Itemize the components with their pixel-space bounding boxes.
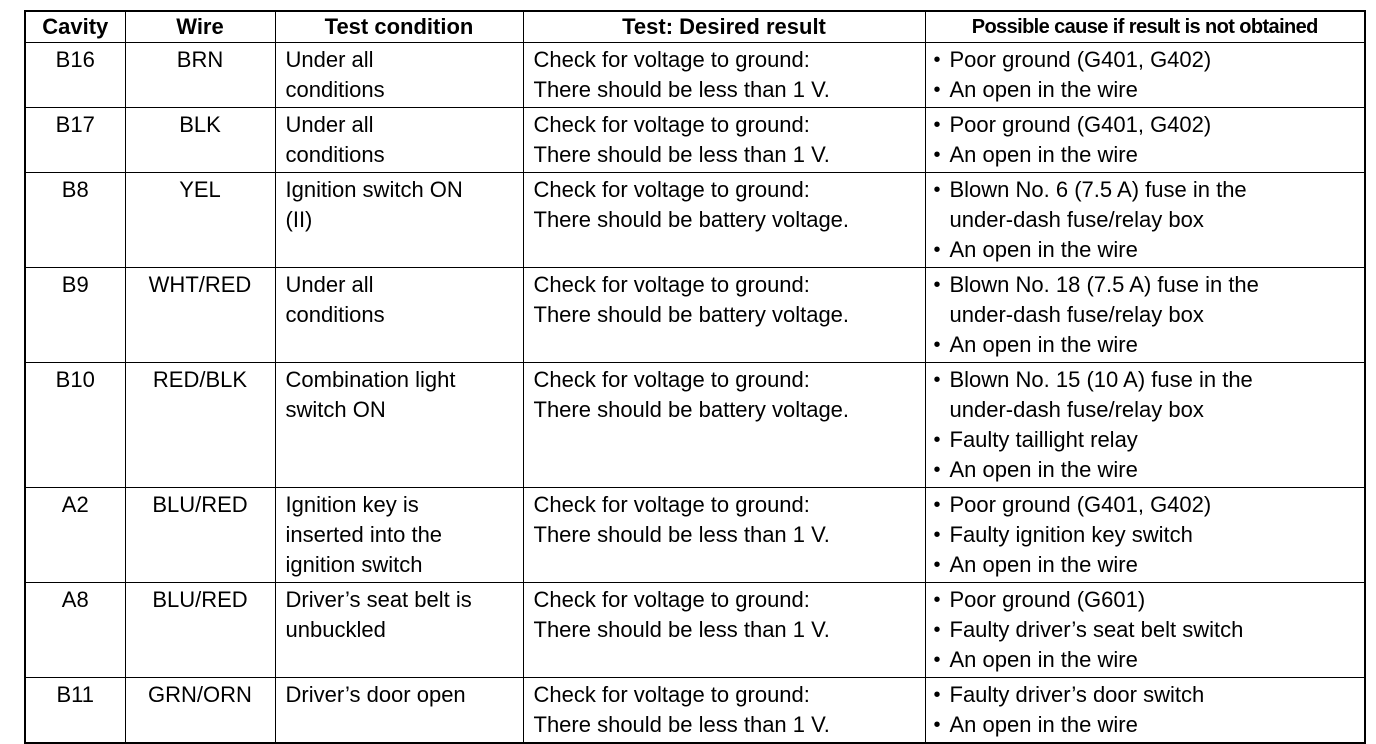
desired-result-cell bbox=[523, 583, 925, 678]
cause-item bbox=[934, 140, 1361, 170]
table-row bbox=[25, 43, 1365, 108]
cause-text: • An open in the wire bbox=[949, 142, 1138, 167]
cause-list bbox=[926, 490, 1365, 580]
test-condition-line: ignition switch bbox=[285, 552, 423, 577]
possible-cause-cell bbox=[925, 108, 1365, 173]
wire-cell: GRN/ORN bbox=[125, 678, 275, 744]
desired-result-cell bbox=[523, 173, 925, 268]
test-condition-cell bbox=[275, 363, 523, 488]
cavity-cell: A2 bbox=[25, 488, 125, 583]
test-condition-cell bbox=[275, 678, 523, 744]
cause-item bbox=[934, 110, 1361, 140]
cause-item bbox=[934, 235, 1361, 265]
wire-cell: BLU/RED bbox=[125, 488, 275, 583]
cavity-cell: B16 bbox=[25, 43, 125, 108]
cause-item bbox=[934, 455, 1361, 485]
cause-text: • An open in the wire bbox=[949, 77, 1138, 102]
cause-text: • An open in the wire bbox=[949, 237, 1138, 262]
test-condition-line: conditions bbox=[285, 77, 385, 102]
table-row bbox=[25, 268, 1365, 363]
desired-result-cell bbox=[523, 488, 925, 583]
cause-text: • Poor ground (G401, G402) bbox=[949, 112, 1212, 137]
desired-result-line: Check for voltage to ground: bbox=[533, 47, 810, 72]
test-condition-line: unbuckled bbox=[285, 617, 386, 642]
cause-list bbox=[926, 45, 1365, 105]
cause-item bbox=[934, 365, 1361, 425]
cause-text: under-dash fuse/relay box bbox=[949, 397, 1204, 422]
test-condition-line: Under all bbox=[285, 112, 374, 137]
test-condition-line: Driver’s door open bbox=[285, 682, 466, 707]
table-body bbox=[25, 43, 1365, 744]
desired-result-line: There should be less than 1 V. bbox=[533, 617, 830, 642]
cause-item bbox=[934, 175, 1361, 235]
wire-cell: WHT/RED bbox=[125, 268, 275, 363]
possible-cause-cell bbox=[925, 43, 1365, 108]
possible-cause-cell bbox=[925, 583, 1365, 678]
table-row bbox=[25, 173, 1365, 268]
cause-item bbox=[934, 490, 1361, 520]
wire-cell: BLU/RED bbox=[125, 583, 275, 678]
table-row bbox=[25, 583, 1365, 678]
test-condition-cell bbox=[275, 488, 523, 583]
cause-item bbox=[934, 520, 1361, 550]
cause-text: • An open in the wire bbox=[949, 457, 1138, 482]
desired-result-line: There should be battery voltage. bbox=[533, 397, 850, 422]
desired-result-line: There should be battery voltage. bbox=[533, 207, 850, 232]
cause-item bbox=[934, 710, 1361, 740]
cavity-cell: A8 bbox=[25, 583, 125, 678]
cavity-cell: B10 bbox=[25, 363, 125, 488]
wire-cell: BRN bbox=[125, 43, 275, 108]
possible-cause-cell bbox=[925, 268, 1365, 363]
test-condition-cell bbox=[275, 583, 523, 678]
possible-cause-cell bbox=[925, 488, 1365, 583]
desired-result-line: There should be less than 1 V. bbox=[533, 712, 830, 737]
cavity-cell: B11 bbox=[25, 678, 125, 744]
table-row bbox=[25, 678, 1365, 744]
cavity-cell: B17 bbox=[25, 108, 125, 173]
header-possible-cause: Possible cause if result is not obtained bbox=[925, 11, 1365, 43]
header-test-condition: Test condition bbox=[275, 11, 523, 43]
cause-item bbox=[934, 270, 1361, 330]
test-condition-line: conditions bbox=[285, 142, 385, 167]
desired-result-line: Check for voltage to ground: bbox=[533, 492, 810, 517]
test-condition-line: Ignition key is bbox=[285, 492, 419, 517]
cause-list bbox=[926, 585, 1365, 675]
test-condition-line: Driver’s seat belt is bbox=[285, 587, 472, 612]
diagnostic-table bbox=[24, 10, 1366, 744]
desired-result-line: Check for voltage to ground: bbox=[533, 367, 810, 392]
cause-text: • Faulty ignition key switch bbox=[949, 522, 1193, 547]
cause-text: • Blown No. 15 (10 A) fuse in the bbox=[949, 367, 1253, 392]
wire-cell: YEL bbox=[125, 173, 275, 268]
header-cavity: Cavity bbox=[25, 11, 125, 43]
desired-result-line: Check for voltage to ground: bbox=[533, 112, 810, 137]
desired-result-line: There should be less than 1 V. bbox=[533, 77, 830, 102]
cause-item bbox=[934, 680, 1361, 710]
desired-result-line: There should be less than 1 V. bbox=[533, 522, 830, 547]
cause-list bbox=[926, 365, 1365, 485]
desired-result-line: Check for voltage to ground: bbox=[533, 587, 810, 612]
cause-text: • Blown No. 18 (7.5 A) fuse in the bbox=[949, 272, 1259, 297]
possible-cause-cell bbox=[925, 173, 1365, 268]
desired-result-cell bbox=[523, 268, 925, 363]
header-wire: Wire bbox=[125, 11, 275, 43]
cause-text: • Faulty taillight relay bbox=[949, 427, 1138, 452]
test-condition-line: Under all bbox=[285, 47, 374, 72]
cause-text: • Poor ground (G401, G402) bbox=[949, 492, 1212, 517]
desired-result-line: Check for voltage to ground: bbox=[533, 177, 810, 202]
cause-list bbox=[926, 110, 1365, 170]
desired-result-cell bbox=[523, 108, 925, 173]
desired-result-cell bbox=[523, 678, 925, 744]
cause-text: • Faulty driver’s door switch bbox=[949, 682, 1205, 707]
cause-text: • An open in the wire bbox=[949, 647, 1138, 672]
cause-list bbox=[926, 175, 1365, 265]
cause-item bbox=[934, 45, 1361, 75]
test-condition-cell bbox=[275, 173, 523, 268]
cause-text: • Faulty driver’s seat belt switch bbox=[949, 617, 1244, 642]
cause-item bbox=[934, 645, 1361, 675]
test-condition-cell bbox=[275, 43, 523, 108]
desired-result-line: There should be less than 1 V. bbox=[533, 142, 830, 167]
desired-result-cell bbox=[523, 363, 925, 488]
desired-result-line: Check for voltage to ground: bbox=[533, 682, 810, 707]
diagnostic-table-container bbox=[24, 10, 1364, 744]
header-desired-result: Test: Desired result bbox=[523, 11, 925, 43]
cause-text: • Poor ground (G401, G402) bbox=[949, 47, 1212, 72]
possible-cause-cell bbox=[925, 363, 1365, 488]
cause-item bbox=[934, 425, 1361, 455]
cause-item bbox=[934, 330, 1361, 360]
table-row bbox=[25, 488, 1365, 583]
wire-cell: BLK bbox=[125, 108, 275, 173]
cause-text: • An open in the wire bbox=[949, 552, 1138, 577]
cause-item bbox=[934, 615, 1361, 645]
test-condition-line: Combination light bbox=[285, 367, 456, 392]
wire-cell: RED/BLK bbox=[125, 363, 275, 488]
possible-cause-cell bbox=[925, 678, 1365, 744]
cavity-cell: B9 bbox=[25, 268, 125, 363]
cause-text: • An open in the wire bbox=[949, 712, 1138, 737]
test-condition-line: Ignition switch ON bbox=[285, 177, 463, 202]
cause-item bbox=[934, 585, 1361, 615]
cause-item bbox=[934, 75, 1361, 105]
test-condition-line: Under all bbox=[285, 272, 374, 297]
cause-text: under-dash fuse/relay box bbox=[949, 207, 1204, 232]
cause-text: • An open in the wire bbox=[949, 332, 1138, 357]
test-condition-line: switch ON bbox=[285, 397, 386, 422]
test-condition-cell bbox=[275, 268, 523, 363]
cause-list bbox=[926, 680, 1365, 740]
desired-result-line: There should be battery voltage. bbox=[533, 302, 850, 327]
table-row bbox=[25, 363, 1365, 488]
cavity-cell: B8 bbox=[25, 173, 125, 268]
test-condition-cell bbox=[275, 108, 523, 173]
cause-list bbox=[926, 270, 1365, 360]
cause-item bbox=[934, 550, 1361, 580]
test-condition-line: inserted into the bbox=[285, 522, 443, 547]
test-condition-line: (II) bbox=[285, 207, 313, 232]
desired-result-cell bbox=[523, 43, 925, 108]
header-row bbox=[25, 11, 1365, 43]
table-row bbox=[25, 108, 1365, 173]
cause-text: • Blown No. 6 (7.5 A) fuse in the bbox=[949, 177, 1247, 202]
cause-text: • Poor ground (G601) bbox=[949, 587, 1146, 612]
test-condition-line: conditions bbox=[285, 302, 385, 327]
desired-result-line: Check for voltage to ground: bbox=[533, 272, 810, 297]
cause-text: under-dash fuse/relay box bbox=[949, 302, 1204, 327]
